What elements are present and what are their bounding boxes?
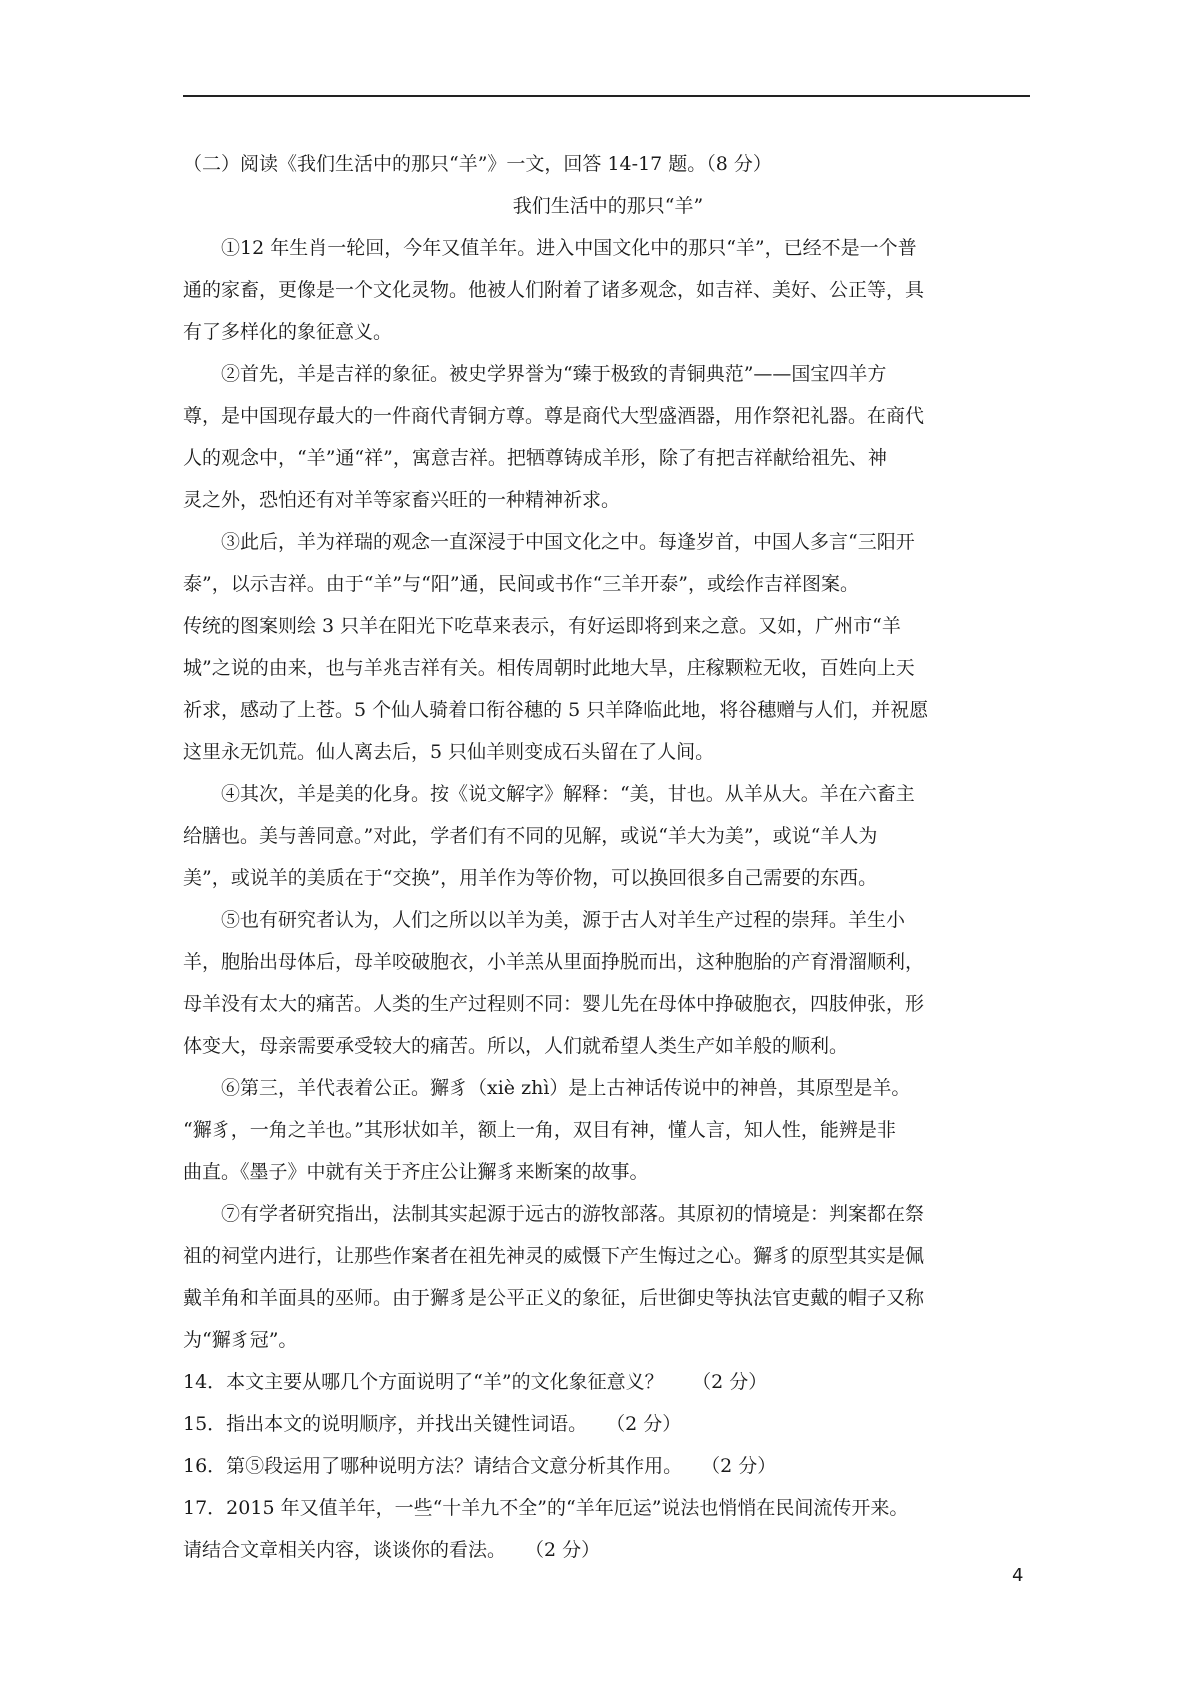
paragraph-line: ①12 年生肖一轮回，今年又值羊年。进入中国文化中的那只“羊”，已经不是一个普 — [221, 237, 917, 259]
paragraph-line: 尊，是中国现存最大的一件商代青铜方尊。尊是商代大型盛酒器，用作祭祀礼器。在商代 — [183, 405, 925, 427]
paragraph-1 — [183, 227, 1033, 353]
paragraph-line: 母羊没有太大的痛苦。人类的生产过程则不同：婴儿先在母体中挣破胞衣，四肢伸张，形 — [183, 993, 925, 1015]
paragraph-line: 这里永无饥荒。仙人离去后，5 只仙羊则变成石头留在了人间。 — [183, 741, 715, 763]
paragraph-line: ⑥第三，羊代表着公正。獬豸（xiè zhì）是上古神话传说中的神兽，其原型是羊。 — [221, 1077, 911, 1099]
paragraph-3 — [183, 521, 1033, 773]
question-15: 15．指出本文的说明顺序，并找出关键性词语。 （2 分） — [183, 1413, 682, 1435]
paragraph-6 — [183, 1067, 1033, 1193]
paragraph-line: 灵之外，恐怕还有对羊等家畜兴旺的一种精神祈求。 — [183, 489, 621, 511]
paragraph-line: 体变大，母亲需要承受较大的痛苦。所以，人们就希望人类生产如羊般的顺利。 — [183, 1035, 849, 1057]
paragraph-line: ⑤也有研究者认为，人们之所以以羊为美，源于古人对羊生产过程的崇拜。羊生小 — [221, 909, 906, 931]
page-content — [183, 143, 1033, 1571]
header-rule — [183, 95, 1030, 97]
paragraph-line: 通的家畜，更像是一个文化灵物。他被人们附着了诸多观念，如吉祥、美好、公正等，具 — [183, 279, 925, 301]
paragraph-line: 曲直。《墨子》中就有关于齐庄公让獬豸来断案的故事。 — [183, 1161, 649, 1183]
paragraph-line: ③此后，羊为祥瑞的观念一直深浸于中国文化之中。每逢岁首，中国人多言“三阳开 — [221, 531, 915, 553]
paragraph-line: ②首先，羊是吉祥的象征。被史学界誉为“臻于极致的青铜典范”——国宝四羊方 — [221, 363, 887, 385]
paragraph-line: “獬豸，一角之羊也。”其形状如羊，额上一角，双目有神，懂人言，知人性，能辨是非 — [183, 1119, 896, 1141]
question-17: 17．2015 年又值羊年，一些“十羊九不全”的“羊年厄运”说法也悄悄在民间流传开来。 — [183, 1497, 909, 1519]
question-14: 14．本文主要从哪几个方面说明了“羊”的文化象征意义？ （2 分） — [183, 1371, 768, 1393]
paragraph-line: 祖的祠堂内进行，让那些作案者在祖先神灵的威慑下产生悔过之心。獬豸的原型其实是佩 — [183, 1245, 925, 1267]
paragraph-2 — [183, 353, 1033, 521]
paragraph-line: 给膳也。美与善同意。”对此，学者们有不同的见解，或说“羊大为美”，或说“羊人为 — [183, 825, 878, 847]
paragraph-line: 人的观念中，“羊”通“祥”，寓意吉祥。把牺尊铸成羊形，除了有把吉祥献给祖先、神 — [183, 447, 887, 469]
page-number: 4 — [1012, 1565, 1024, 1586]
paragraph-line: 城”之说的由来，也与羊兆吉祥有关。相传周朝时此地大旱，庄稼颗粒无收，百姓向上天 — [183, 657, 915, 679]
paragraph-line: ⑦有学者研究指出，法制其实起源于远古的游牧部落。其原初的情境是：判案都在祭 — [221, 1203, 925, 1225]
article-title: 我们生活中的那只“羊” — [512, 195, 704, 217]
paragraph-line: ④其次，羊是美的化身。按《说文解字》解释：“美，甘也。从羊从大。羊在六畜主 — [221, 783, 915, 805]
paragraph-line: 祈求，感动了上苍。5 个仙人骑着口衔谷穗的 5 只羊降临此地，将谷穗赠与人们，并祝愿 — [183, 699, 929, 721]
question-16: 16．第⑤段运用了哪种说明方法？请结合文意分析其作用。 （2 分） — [183, 1455, 777, 1477]
question-list — [183, 1361, 1033, 1571]
paragraph-line: 戴羊角和羊面具的巫师。由于獬豸是公平正义的象征，后世御史等执法官吏戴的帽子又称 — [183, 1287, 925, 1309]
question-17-continued: 请结合文章相关内容，谈谈你的看法。 （2 分） — [183, 1539, 601, 1561]
paragraph-line: 为“獬豸冠”。 — [183, 1329, 298, 1351]
paragraph-line: 美”，或说羊的美质在于“交换”，用羊作为等价物，可以换回很多自己需要的东西。 — [183, 867, 878, 889]
section-heading: （二）阅读《我们生活中的那只“羊”》一文，回答 14-17 题。（8 分） — [183, 153, 772, 175]
paragraph-5 — [183, 899, 1033, 1067]
paragraph-line: 羊，胞胎出母体后，母羊咬破胞衣，小羊羔从里面挣脱而出，这种胞胎的产育滑溜顺利， — [183, 951, 925, 973]
paragraph-line: 有了多样化的象征意义。 — [183, 321, 393, 343]
paragraph-7 — [183, 1193, 1033, 1361]
paragraph-4 — [183, 773, 1033, 899]
paragraph-line: 传统的图案则绘 3 只羊在阳光下吃草来表示，有好运即将到来之意。又如，广州市“羊 — [183, 615, 901, 637]
paragraph-line: 泰”，以示吉祥。由于“羊”与“阳”通，民间或书作“三羊开泰”，或绘作吉祥图案。 — [183, 573, 859, 595]
